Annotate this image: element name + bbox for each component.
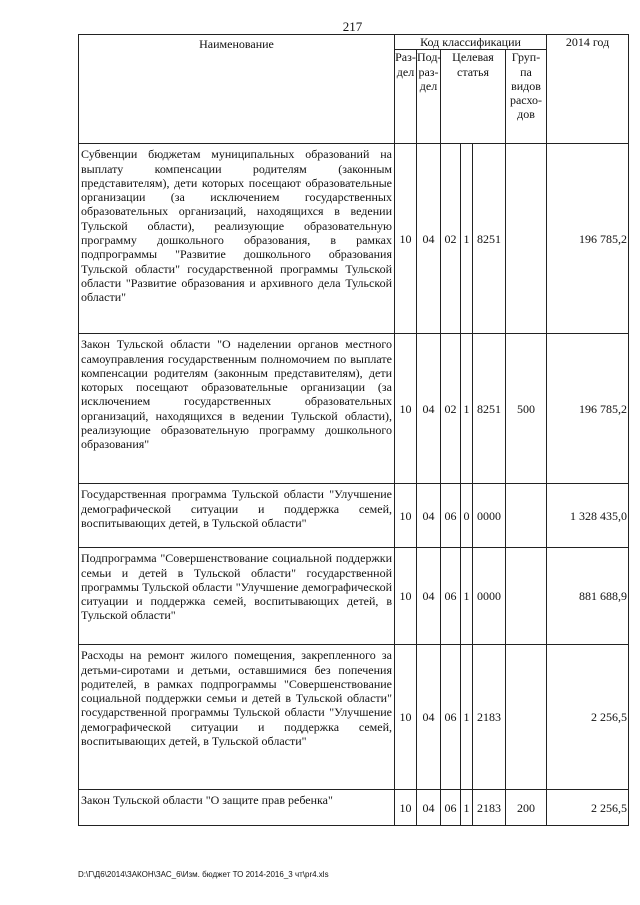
row-target-subprogram: 1: [461, 790, 473, 826]
header-classification: Код классификации: [395, 35, 547, 50]
row-target-program: 02: [441, 144, 461, 334]
row-target-subprogram: 1: [461, 334, 473, 484]
row-target-direction: 0000: [473, 484, 506, 548]
header-year: 2014 год: [547, 35, 629, 144]
header-name: Наименование: [79, 35, 395, 144]
table-row: [79, 144, 629, 334]
row-target-subprogram: 1: [461, 144, 473, 334]
row-amount: 196 785,2: [547, 144, 629, 334]
row-podrazdel: 04: [417, 334, 441, 484]
row-podrazdel: 04: [417, 790, 441, 826]
row-target-subprogram: 0: [461, 484, 473, 548]
row-name: Расходы на ремонт жилого помещения, закрепленного за детьми-сиротами и детьми, оставшимися без попечения родителей, в рамках подпрограммы "Совершенствование социальной поддержки семьи и детей в Тульской области" государственной программы Тульской области "Улучшение демографической ситуации и поддержка семей, воспитывающих детей, в Тульской области": [79, 645, 395, 790]
row-amount: 1 328 435,0: [547, 484, 629, 548]
row-amount: 881 688,9: [547, 548, 629, 645]
row-expense-type: [506, 548, 547, 645]
header-target: Целевая статья: [441, 50, 506, 144]
table-row: [79, 484, 629, 548]
row-podrazdel: 04: [417, 484, 441, 548]
row-name: Субвенции бюджетам муниципальных образований на выплату компенсации родителям (законным представителям), дети которых посещают образовательные организации (за исключением государственных образовательных организаций, находящихся в ведении Тульской области), реализующие образовательную программу дошкольного образования, в рамках подпрограммы "Развитие дошкольного образования Тульской области" государственной программы Тульской области "Развитие образования и архивного дела Тульской области": [79, 144, 395, 334]
page-number: 217: [342, 19, 363, 34]
row-name: Государственная программа Тульской области "Улучшение демографической ситуации и поддержка семей, воспитывающих детей, в Тульской области": [79, 484, 395, 548]
header-row-1: [79, 35, 629, 50]
row-amount: 2 256,5: [547, 790, 629, 826]
row-expense-type: [506, 484, 547, 548]
row-target-direction: 8251: [473, 334, 506, 484]
row-target-direction: 2183: [473, 645, 506, 790]
table-row: [79, 790, 629, 826]
table-row: [79, 645, 629, 790]
budget-table: [78, 34, 629, 826]
row-target-program: 06: [441, 790, 461, 826]
row-target-program: 02: [441, 334, 461, 484]
header-razdel: Раз- дел: [395, 50, 417, 144]
row-name: Закон Тульской области "О наделении органов местного самоуправления государственным полномочием по выплате компенсации родителям (законным представителям), дети которых посещают образовательные организации (за исключением государственных образовательных организаций, находящихся в ведении Тульской области), реализующие образовательную программу дошкольного образования": [79, 334, 395, 484]
row-target-program: 06: [441, 484, 461, 548]
row-razdel: 10: [395, 790, 417, 826]
row-target-direction: 2183: [473, 790, 506, 826]
row-name: Подпрограмма "Совершенствование социальной поддержки семьи и детей в Тульской области" государственной программы Тульской области "Улучшение демографической ситуации и поддержка семей, воспитывающих детей, в Тульской области": [79, 548, 395, 645]
row-target-subprogram: 1: [461, 548, 473, 645]
row-amount: 196 785,2: [547, 334, 629, 484]
row-expense-type: [506, 144, 547, 334]
row-razdel: 10: [395, 334, 417, 484]
row-target-program: 06: [441, 645, 461, 790]
row-podrazdel: 04: [417, 645, 441, 790]
row-podrazdel: 04: [417, 144, 441, 334]
row-target-direction: 8251: [473, 144, 506, 334]
row-target-direction: 0000: [473, 548, 506, 645]
row-amount: 2 256,5: [547, 645, 629, 790]
row-razdel: 10: [395, 645, 417, 790]
row-expense-type: 200: [506, 790, 547, 826]
row-razdel: 10: [395, 484, 417, 548]
row-razdel: 10: [395, 548, 417, 645]
row-target-program: 06: [441, 548, 461, 645]
file-path-footer: D:\Г\Д6\2014\ЗАКОН\ЗАС_6\Изм. бюджет ТО 2014-2016_3 чт\pr4.xls: [78, 870, 329, 879]
table-row: [79, 334, 629, 484]
table-row: [79, 548, 629, 645]
header-podrazdel: Под- раз- дел: [417, 50, 441, 144]
row-expense-type: 500: [506, 334, 547, 484]
row-podrazdel: 04: [417, 548, 441, 645]
row-expense-type: [506, 645, 547, 790]
header-group: Груп- па видов расхо- дов: [506, 50, 547, 144]
row-target-subprogram: 1: [461, 645, 473, 790]
row-razdel: 10: [395, 144, 417, 334]
row-name: Закон Тульской области "О защите прав ребенка": [79, 790, 395, 826]
